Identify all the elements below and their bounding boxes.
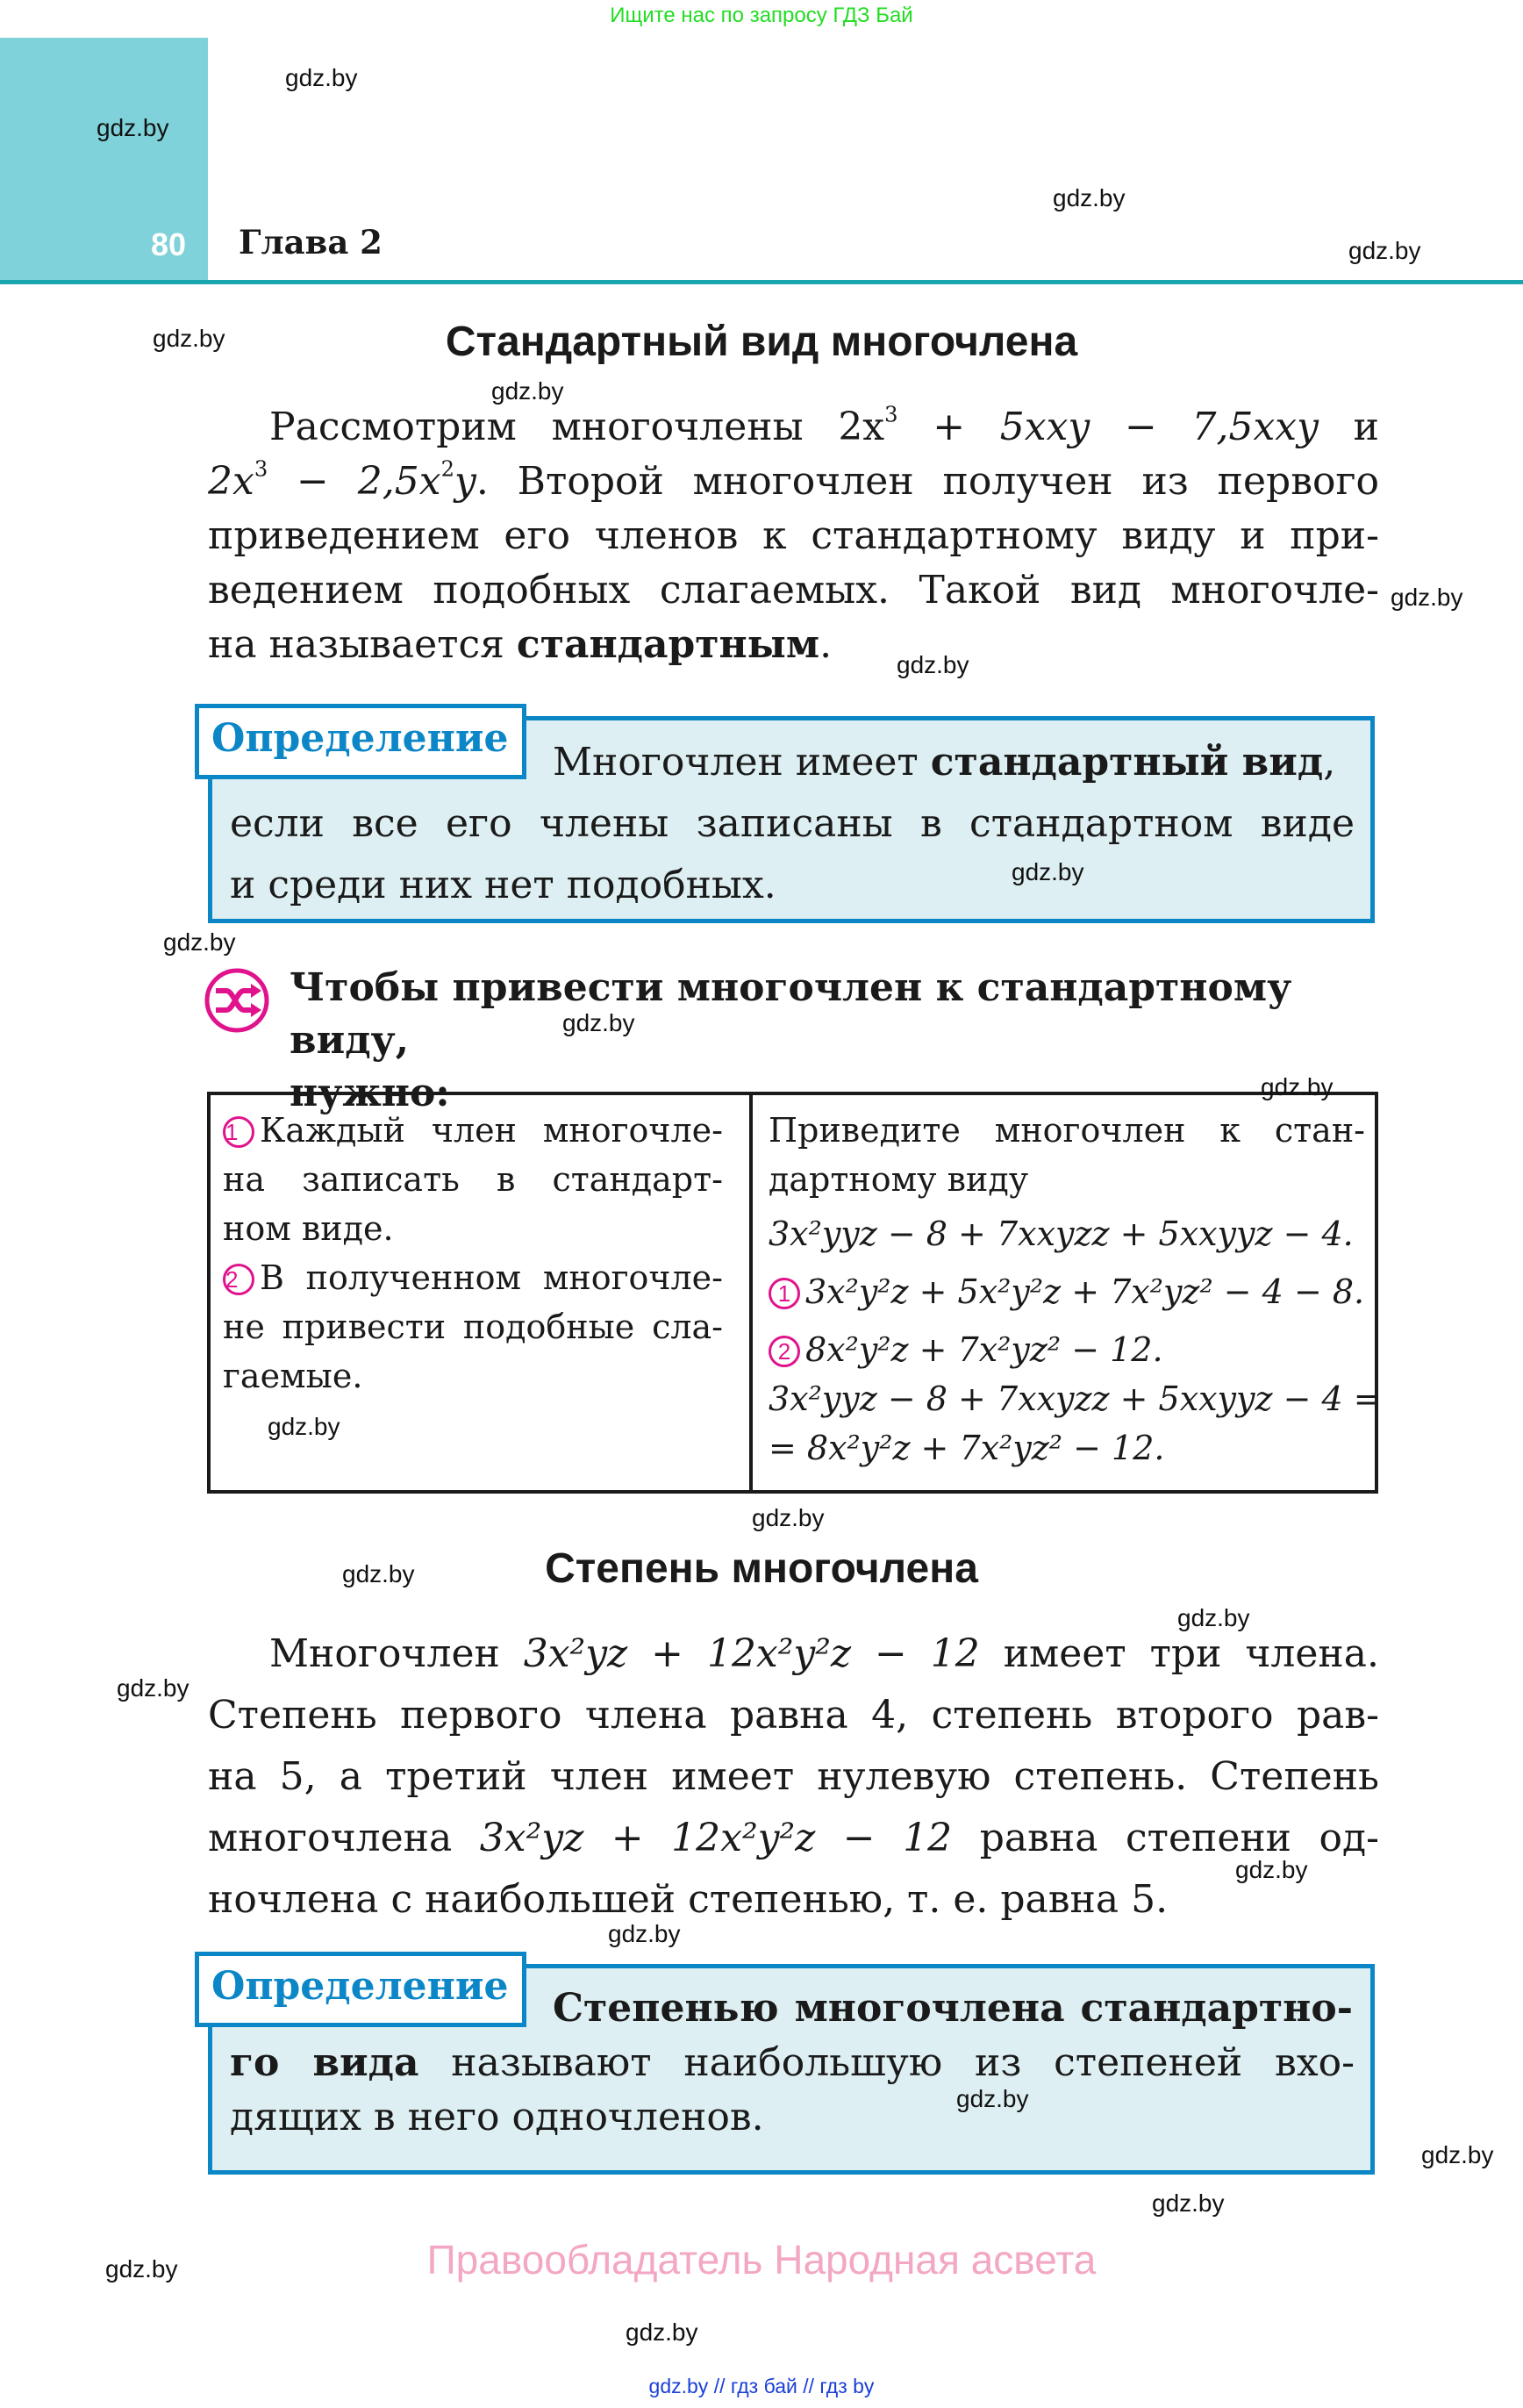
para-line: Рассмотрим многочлены $2x^3 + 5xxy - 7,5xxy$ и	[269, 402, 1379, 449]
shuffle-arrows-icon	[204, 967, 270, 1034]
math-expression: $2x^3 - 2,5x^2y$	[208, 456, 476, 504]
footer-links[interactable]: gdz.by // гдз бай // гдз by	[648, 2375, 875, 2397]
section-title-standard-form: Стандартный вид многочлена	[445, 319, 1078, 365]
watermark: gdz.by	[1235, 1856, 1308, 1883]
watermark: gdz.by	[1152, 2189, 1225, 2217]
example-result: = 8x²y²z + 7x²yz² − 12.	[769, 1429, 1165, 1467]
definition-label: Определение	[195, 1952, 526, 2027]
watermark: gdz.by	[752, 1504, 825, 1531]
watermark: gdz.by	[105, 2255, 178, 2283]
para-line: ночлена с наибольшей степенью, т. е. равна 5.	[208, 1877, 1169, 1922]
watermark: gdz.by	[97, 114, 169, 141]
algorithm-steps	[223, 1106, 723, 1401]
watermark: gdz.by	[153, 325, 225, 352]
watermark: gdz.by	[1012, 858, 1084, 885]
example-step-2: 2 8x²y²z + 7x²yz² − 12.	[769, 1325, 1365, 1374]
para-line: Степень первого члена равна 4, степень второго рав-	[208, 1693, 1379, 1738]
para-line: ведением подобных слагаемых. Такой вид многочле-	[208, 568, 1379, 613]
example-task: Приведите многочлен к стан-	[769, 1111, 1365, 1150]
para-line: приведением его членов к стандартному виду и при-	[208, 513, 1379, 558]
watermark: gdz.by	[1348, 237, 1421, 264]
math-expression: $2x^3 + 5xxy - 7,5xxy$	[838, 402, 1319, 449]
para-line: Многочлен 3x²yz + 12x²y²z − 12 имеет три члена.	[269, 1631, 1379, 1676]
page-number: 80	[150, 226, 186, 262]
definition-line: если все его члены записаны в стандартном виде	[230, 801, 1355, 846]
watermark: gdz.by	[491, 377, 564, 405]
step-line: 2 В полученном многочле-	[223, 1253, 723, 1302]
example-expression: 3x²yyz − 8 + 7xxyzz + 5xxyyz − 4.	[769, 1215, 1354, 1253]
step-marker-2: 2	[223, 1264, 254, 1295]
watermark: gdz.by	[608, 1920, 681, 1947]
chapter-title: Глава 2	[239, 223, 383, 262]
watermark: gdz.by	[1261, 1073, 1334, 1100]
para-line: на 5, а третий член имеет нулевую степень. Степень	[208, 1754, 1379, 1799]
watermark: gdz.by	[626, 2318, 698, 2346]
watermark: gdz.by	[268, 1413, 340, 1440]
algorithm-table	[207, 1092, 1382, 1494]
definition-line: Степенью многочлена стандартно-	[553, 1986, 1353, 2031]
top-banner[interactable]: Ищите нас по запросу ГДЗ Бай	[610, 4, 913, 27]
intro-paragraph	[208, 400, 1379, 672]
step-line: ном виде.	[223, 1209, 394, 1248]
definition-line: и среди них нет подобных.	[230, 863, 776, 907]
watermark: gdz.by	[1391, 584, 1463, 611]
step-line: гаемые.	[223, 1357, 363, 1395]
degree-paragraph	[208, 1623, 1379, 1931]
watermark: gdz.by	[1177, 1604, 1250, 1631]
step-marker-2: 2	[769, 1336, 800, 1367]
header-rule	[0, 280, 1523, 284]
step-line: на записать в стандарт-	[223, 1160, 723, 1199]
watermark: gdz.by	[956, 2085, 1029, 2112]
watermark: gdz.by	[1053, 184, 1126, 211]
example-task: дартному виду	[769, 1160, 1029, 1199]
definition-line: дящих в него одночленов.	[230, 2095, 764, 2139]
para-line: многочлена 3x²yz + 12x²y²z − 12 равна степени од-	[208, 1816, 1379, 1860]
section-title-degree: Степень многочлена	[545, 1545, 978, 1592]
example-step-1: 1 3x²y²z + 5x²y²z + 7x²yz² − 4 − 8.	[769, 1267, 1365, 1316]
step-line: 1 Каждый член многочле-	[223, 1106, 723, 1155]
rule-text: Чтобы привести многочлен к стандартному виду, нужно:	[290, 965, 1292, 1115]
watermark: gdz.by	[163, 928, 236, 956]
algorithm-example	[769, 1106, 1382, 1473]
definition-line: Многочлен имеет стандартный вид,	[553, 740, 1336, 785]
step-line: не привести подобные сла-	[223, 1308, 723, 1346]
para-line: $2x^3 - 2,5x^2y$. Второй многочлен получен из первого	[208, 456, 1379, 504]
watermark: gdz.by	[897, 651, 969, 678]
watermark: gdz.by	[342, 1560, 415, 1587]
para-line: на называется стандартным.	[208, 622, 833, 667]
copyright-notice: Правообладатель Народная асвета	[426, 2237, 1097, 2283]
step-marker-1: 1	[769, 1278, 800, 1309]
example-result: 3x²yyz − 8 + 7xxyzz + 5xxyyz − 4 =	[769, 1380, 1382, 1418]
definition-label: Определение	[195, 704, 526, 779]
math-expression: 3x²yz + 12x²y²z − 12	[523, 1631, 980, 1676]
watermark: gdz.by	[117, 1674, 189, 1702]
step-marker-1: 1	[223, 1116, 254, 1148]
math-expression: 3x²yz + 12x²y²z − 12	[479, 1816, 953, 1860]
table-divider	[749, 1095, 753, 1490]
watermark: gdz.by	[1421, 2141, 1494, 2168]
definition-line: го вида называют наибольшую из степеней вхо-	[230, 2040, 1355, 2085]
watermark: gdz.by	[285, 64, 358, 91]
watermark: gdz.by	[562, 1009, 635, 1036]
